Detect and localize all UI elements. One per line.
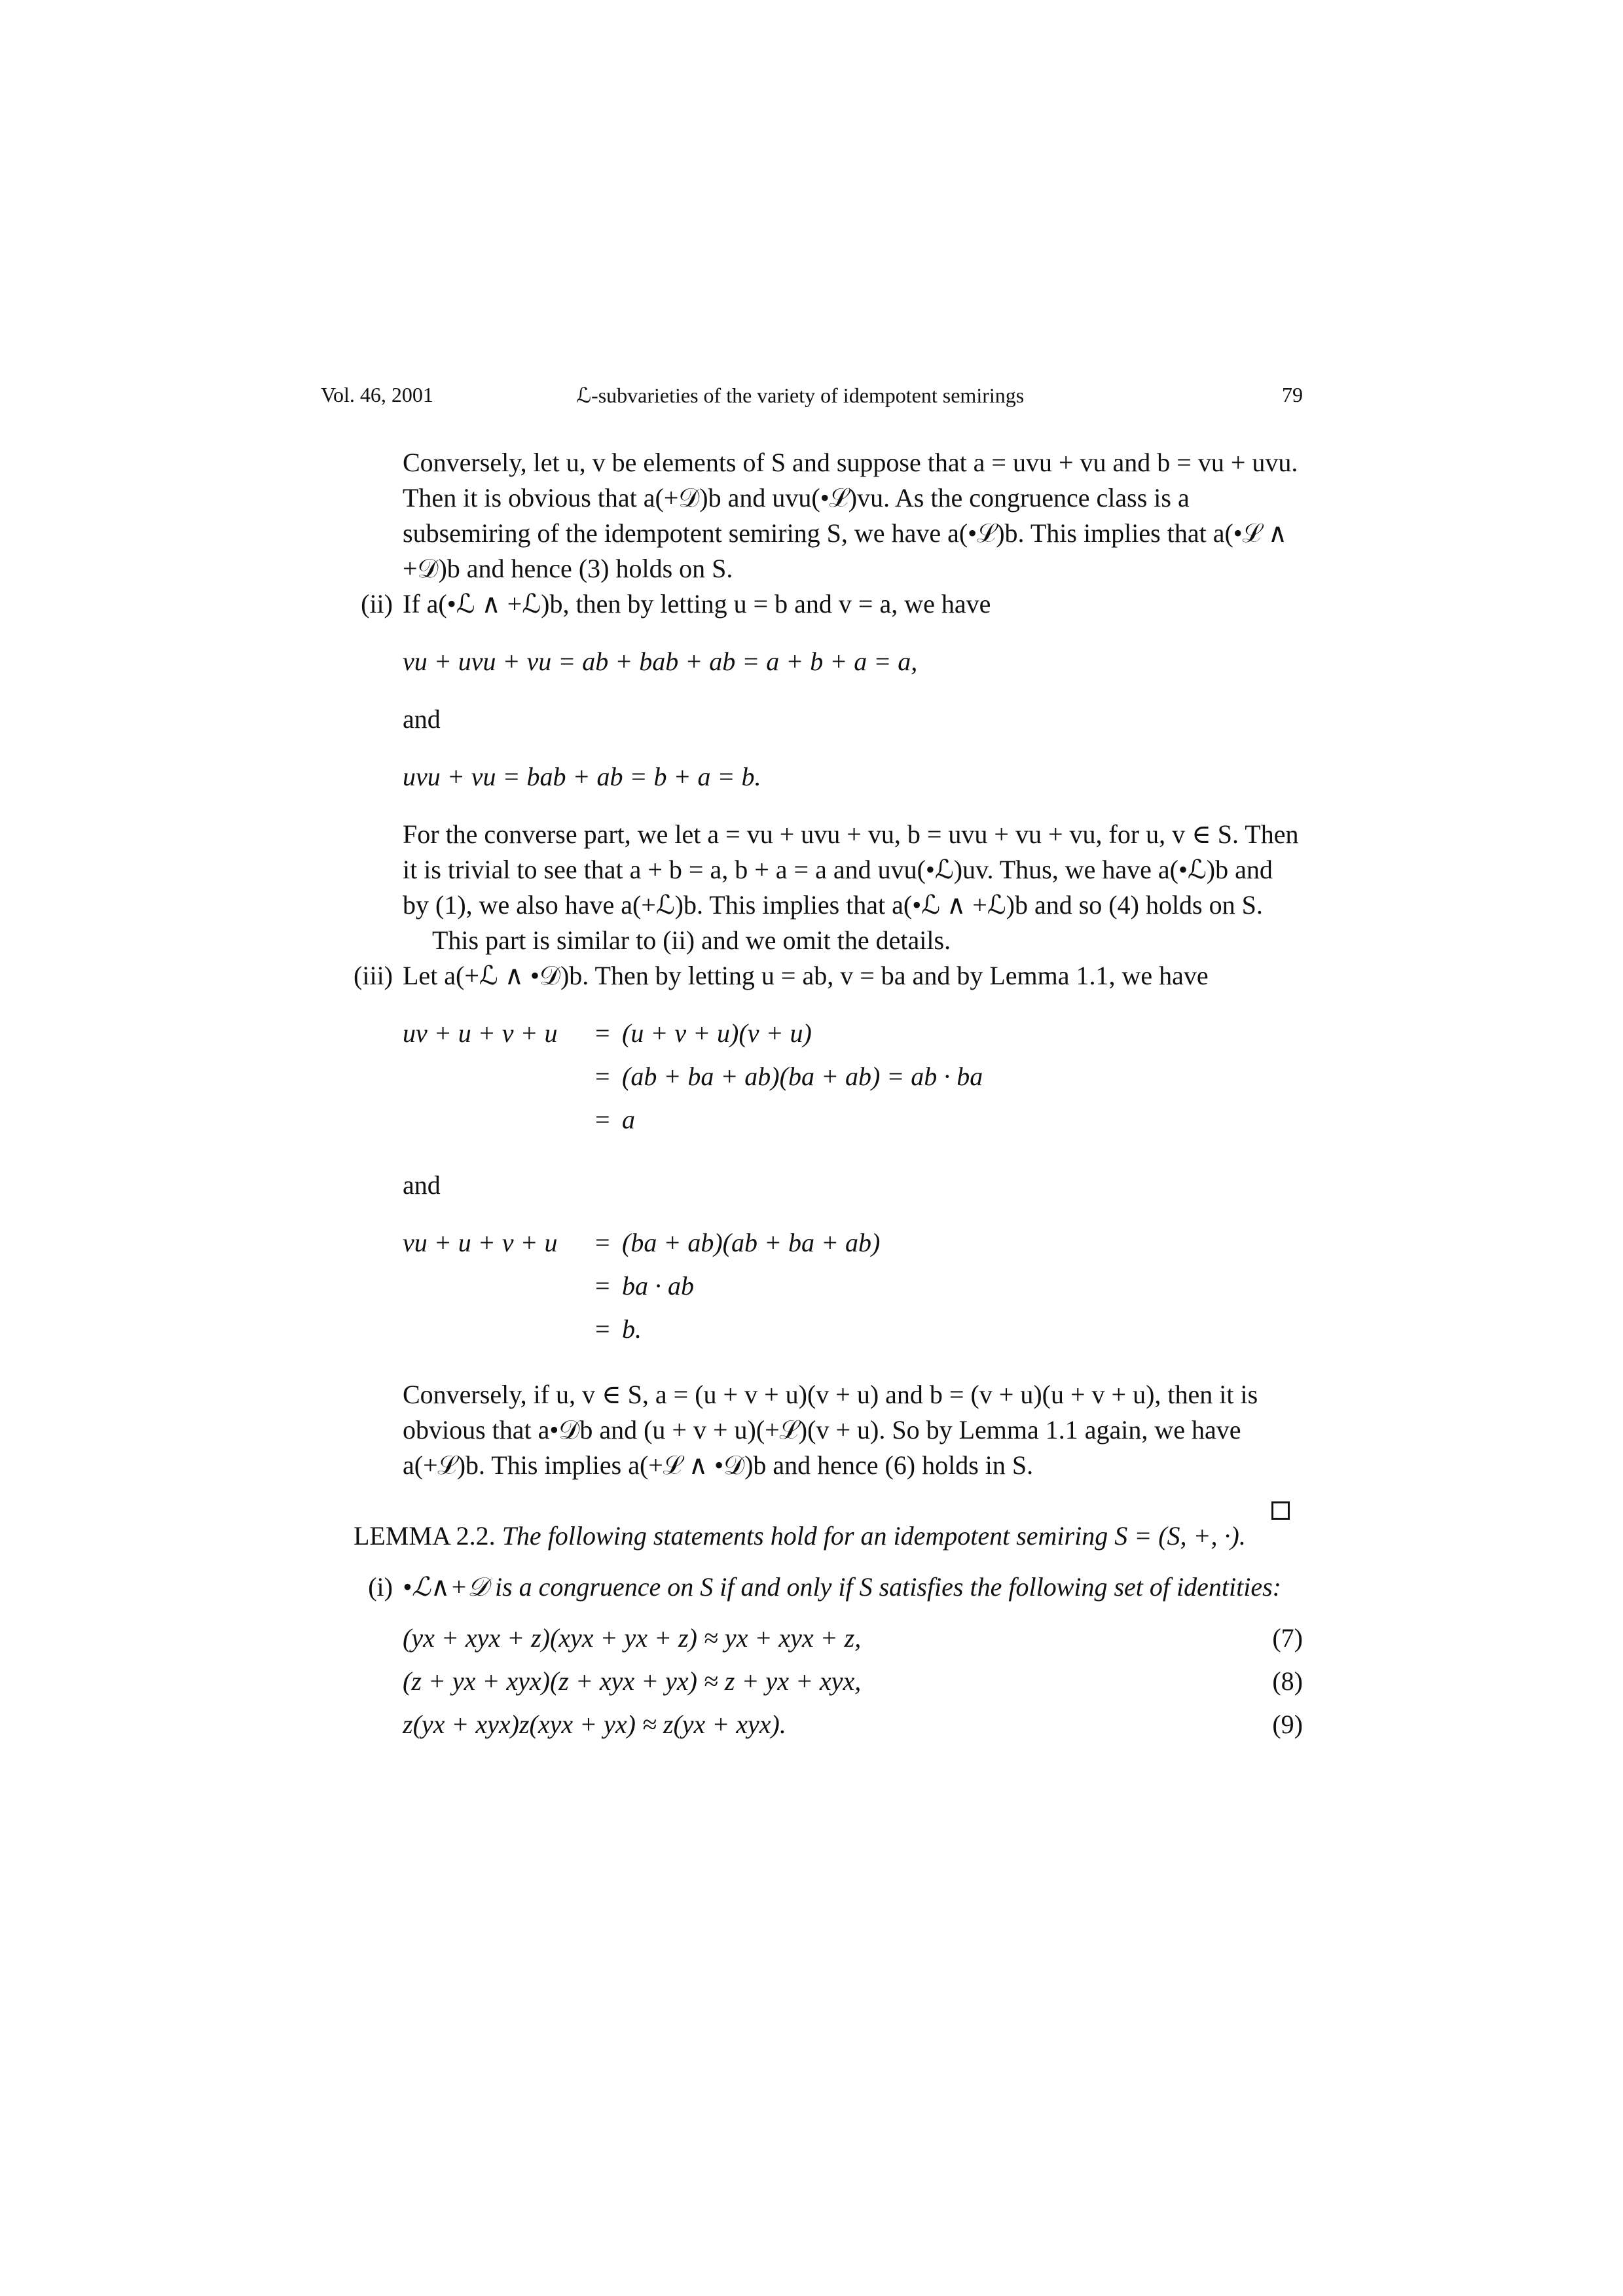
identity-expression: (yx + xyx + z)(xyx + yx + z) ≈ yx + xyx + z, <box>403 1623 862 1653</box>
identity-list <box>321 1621 1303 1750</box>
equation-ii-2: uvu + vu = bab + ab = b + a = b. <box>403 762 761 791</box>
volume-info: Vol. 46, 2001 <box>321 383 433 406</box>
equation-row <box>403 1016 1303 1059</box>
item-ii-label: (ii) <box>361 589 393 619</box>
running-header <box>321 383 1303 416</box>
page-number: 79 <box>1282 383 1303 406</box>
lemma-statement: The following statements hold for an idempotent semiring S = (S, +, ·). <box>501 1521 1246 1551</box>
lemma-heading <box>321 1518 1303 1554</box>
equation-rel: = <box>593 1062 611 1091</box>
identity-row <box>403 1664 1303 1707</box>
connector-and-2: and <box>403 1170 441 1200</box>
equation-rhs: b. <box>622 1314 642 1344</box>
equation-rel: = <box>593 1018 611 1048</box>
lemma-item-i-text: •ℒ∧+𝒟 is a congruence on S if and only if S satisfies the following set of identities: <box>403 1572 1281 1602</box>
paragraph-converse-1: Conversely, let u, v be elements of S and suppose that a = uvu + vu and b = vu + uvu. Then it is obvious that a(+𝒟)b and uvu(•ℒ)vu. As the congruence class is a subsemiring of the idempotent semiring S, we have a(•ℒ)b. This implies that a(•ℒ ∧ +𝒟)b and hence (3) holds on S. <box>403 448 1298 583</box>
item-ii-text: If a(•ℒ ∧ +ℒ)b, then by letting u = b and v = a, we have <box>403 589 991 619</box>
equation-row <box>403 1102 1303 1145</box>
running-title: ℒ-subvarieties of the variety of idempotent semirings <box>576 384 1025 407</box>
connector-and-1: and <box>403 704 441 734</box>
equation-rel: = <box>593 1228 611 1257</box>
item-iii-text: Let a(+ℒ ∧ •𝒟)b. Then by letting u = ab, v = ba and by Lemma 1.1, we have <box>403 961 1209 990</box>
equation-array-b <box>321 1225 1303 1355</box>
equation-rhs: (ba + ab)(ab + ba + ab) <box>622 1228 881 1257</box>
equation-row <box>403 1312 1303 1355</box>
paragraph-similar: This part is similar to (ii) and we omit the details. <box>432 925 951 955</box>
lemma-label: LEMMA 2.2. <box>354 1521 496 1551</box>
lemma-item-i <box>321 1570 1303 1605</box>
equation-row <box>403 1059 1303 1102</box>
equation-number: (8) <box>1272 1666 1303 1696</box>
equation-lhs: uv + u + v + u <box>403 1018 558 1048</box>
equation-rel: = <box>593 1105 611 1134</box>
equation-number: (9) <box>1272 1710 1303 1739</box>
equation-rhs: a <box>622 1105 635 1134</box>
paragraph-converse-2: For the converse part, we let a = vu + uvu + vu, b = uvu + vu + vu, for u, v ∈ S. Then it is trivial to see that a + b = a, b + a = a and uvu(•ℒ)uv. Thus, we have a(•ℒ)b and by (1), we also have a(+ℒ)b. This implies that a(•ℒ ∧ +ℒ)b and so (4) holds on S. <box>403 819 1299 920</box>
qed-square-icon <box>1271 1501 1290 1520</box>
equation-row <box>403 1225 1303 1268</box>
body-text <box>321 445 1303 1750</box>
item-ii <box>321 586 1303 622</box>
equation-number: (7) <box>1272 1623 1303 1653</box>
equation-lhs: vu + u + v + u <box>403 1228 558 1257</box>
item-iii <box>321 958 1303 994</box>
equation-row <box>403 1268 1303 1312</box>
identity-expression: z(yx + xyx)z(xyx + yx) ≈ z(yx + xyx). <box>403 1710 786 1739</box>
identity-row <box>403 1621 1303 1664</box>
equation-rhs: ba · ab <box>622 1271 694 1300</box>
item-iii-label: (iii) <box>354 961 393 990</box>
identity-expression: (z + yx + xyx)(z + xyx + yx) ≈ z + yx + xyx, <box>403 1666 862 1696</box>
paragraph-converse-3: Conversely, if u, v ∈ S, a = (u + v + u)(v + u) and b = (v + u)(u + v + u), then it is obvious that a•𝒟b and (u + v + u)(+ℒ)(v + u). So by Lemma 1.1 again, we have a(+ℒ)b. This implies a(+ℒ ∧ •𝒟)b and hence (6) holds in S. <box>403 1380 1258 1480</box>
identity-row <box>403 1707 1303 1750</box>
equation-rel: = <box>593 1314 611 1344</box>
equation-rel: = <box>593 1271 611 1300</box>
equation-array-a <box>321 1016 1303 1145</box>
equation-ii-1: vu + uvu + vu = ab + bab + ab = a + b + a = a, <box>403 647 918 676</box>
equation-rhs: (u + v + u)(v + u) <box>622 1018 812 1048</box>
lemma-item-i-label: (i) <box>368 1572 393 1602</box>
equation-rhs: (ab + ba + ab)(ba + ab) = ab · ba <box>622 1062 983 1091</box>
